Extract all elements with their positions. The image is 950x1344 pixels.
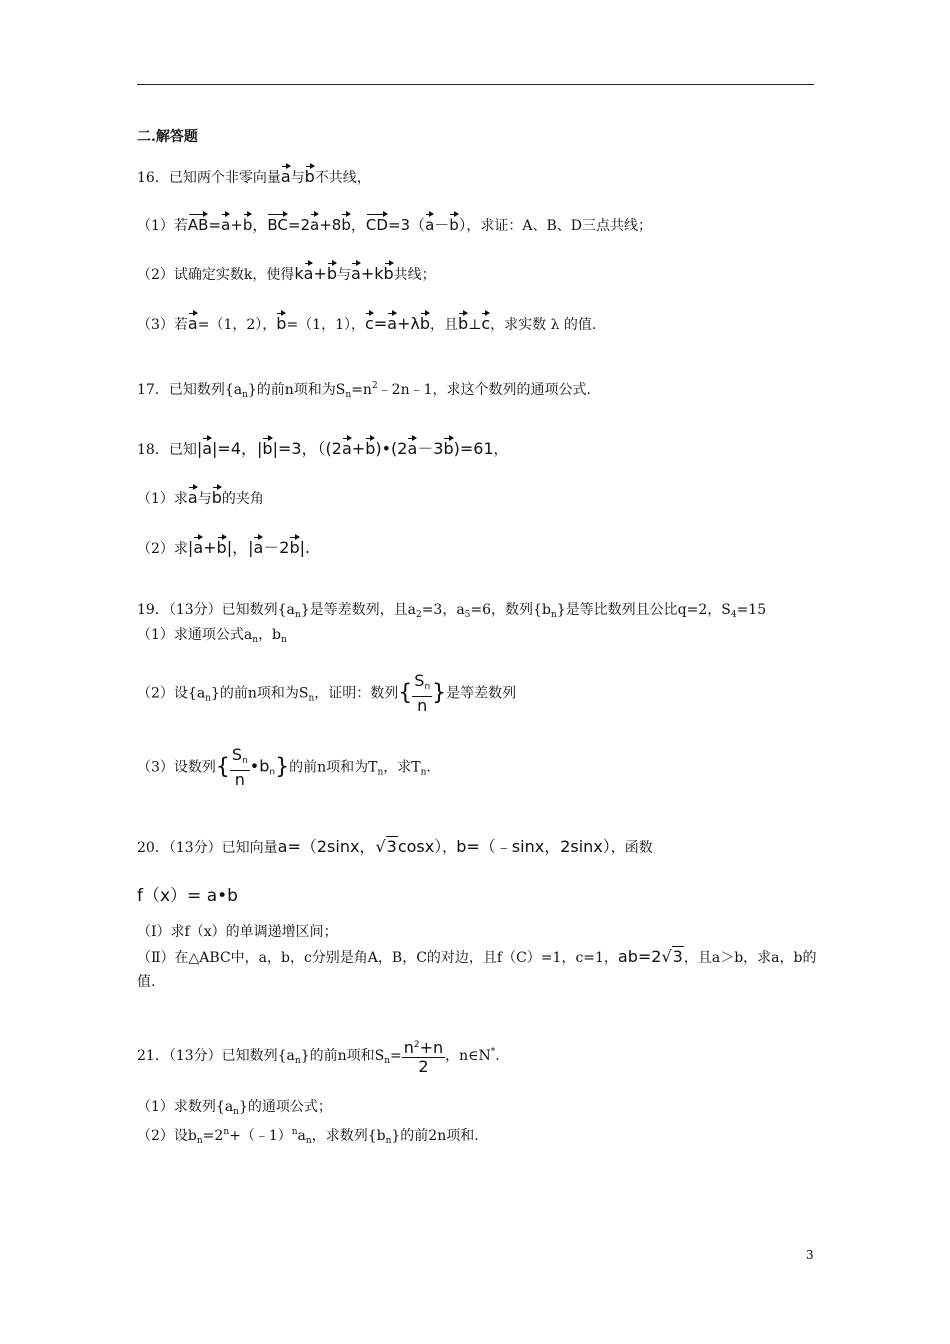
vector-a: a — [281, 163, 291, 184]
q17-stem: 17．已知数列$\{a_n\}$的前n项和为$S_n=n^2﹣2n﹣1$，求这个数列的通项公式. — [137, 381, 591, 400]
q19-part2: （2）设$\{a_n\}$的前n项和为$S_n$，证明：数列{ $\frac{S_n}{n}$ }是等差数列 — [137, 671, 517, 715]
q18-stem: 18．已知|a|=4，|b|=3，（(2a+b)•(2a－3b)=61， — [137, 435, 508, 460]
q19-stem: 19．（13分）已知数列$\{a_n\}$是等差数列，且$a_2=3$，$a_5=6$，数列$\{b_n\}$是等比数列且公比q=2，$S_4=15$ — [137, 602, 767, 620]
q20-function: f（x）= a•b — [137, 886, 238, 906]
q20-part1: （Ⅰ）求f（x）的单调递增区间； — [137, 924, 338, 940]
q18-part1: （1）求a与b的夹角 — [137, 484, 264, 509]
fraction-n2n-over-2: $\frac{n^2+n}{2}$ — [403, 1038, 444, 1076]
q19-part1: （1）求通项公式$a_n$，$b_n$ — [137, 627, 287, 645]
section-title: 二.解答题 — [137, 129, 198, 145]
q20-part2: （Ⅱ）在△ABC中，a，b，c分别是角A，B，C的对边，且f（C）=1，c=1，ab=2√3，且a＞b，求a，b的 — [137, 947, 817, 966]
header-rule — [137, 84, 814, 85]
q20-part2-cont: 值. — [137, 974, 156, 990]
q16-stem: 16．已知两个非零向量a与b不共线， — [137, 163, 371, 188]
q20-stem: 20．（13分）已知向量a=（2sinx，√3cosx），b=（﹣sinx，2sinx），函数 — [137, 837, 653, 856]
page-number: 3 — [806, 1248, 814, 1262]
q16-part3: （3）若a=（1，2），b=（1，1），c=a+λb，且b⊥c，求实数 λ 的值. — [137, 310, 596, 335]
q21-stem: 21．（13分）已知数列$\{a_n\}$的前n项和$S_n=$ $\frac{n^2+n}{2}$ ，n∈N*. — [137, 1038, 500, 1076]
vector-b: b — [305, 163, 315, 184]
q16-part2: （2）试确定实数k，使得ka+b与a+kb共线； — [137, 260, 436, 285]
q16-part1: （1）若AB=a+b，BC=2a+8b，CD=3（a－b），求证：A、B、D三点共线； — [137, 211, 652, 236]
q21-part2: （2）设$b_n=2^n+(﹣1)^na_n$，求数列$\{b_n\}$的前2n项和. — [137, 1127, 479, 1146]
q19-part3: （3）设数列{ $\frac{S_n}{n}$ $•b_n$}的前n项和为$T_n$，求$T_n$. — [137, 745, 431, 789]
fraction-sn-over-n: $\frac{S_n}{n}$ — [414, 671, 431, 715]
q18-part2: （2）求|a+b|，|a－2b|. — [137, 534, 310, 559]
q21-part1: （1）求数列$\{a_n\}$的通项公式； — [137, 1099, 332, 1117]
